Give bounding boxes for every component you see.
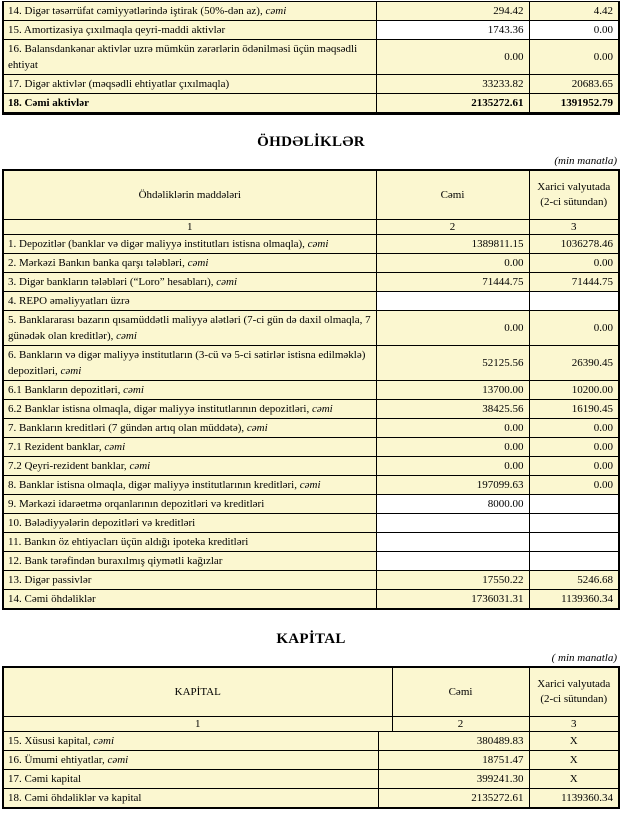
row-label: 3. Digər bankların tələbləri (“Loro” hesabları), bbox=[8, 276, 217, 288]
total-value-cell: 197099.63 bbox=[376, 476, 529, 495]
row-label-cell bbox=[3, 751, 378, 770]
row-label: 15. Amortizasiya çıxılmaqla qeyri-maddi aktivlər bbox=[8, 24, 226, 36]
table-row bbox=[3, 438, 619, 457]
table-row bbox=[3, 476, 619, 495]
row-label: 7. Bankların kreditləri (7 gündən artıq olan müddətə), bbox=[8, 422, 247, 434]
foreign-value-cell: 1036278.46 bbox=[529, 235, 619, 254]
foreign-value-cell: 1139360.34 bbox=[529, 789, 619, 809]
foreign-value-cell: 0.00 bbox=[529, 419, 619, 438]
row-label-cell bbox=[3, 94, 376, 114]
column-number-3: 3 bbox=[529, 717, 619, 732]
total-value-cell: 0.00 bbox=[376, 254, 529, 273]
foreign-value-cell: 0.00 bbox=[529, 254, 619, 273]
row-label-cell bbox=[3, 533, 376, 552]
row-label: 14. Digər təsərrüfat cəmiyyətlərində iştirak (50%-dən az), bbox=[8, 5, 266, 17]
total-value-cell: 0.00 bbox=[376, 40, 529, 75]
row-label-italic: cəmi bbox=[60, 365, 82, 377]
total-value-cell: 399241.30 bbox=[378, 770, 529, 789]
foreign-value-cell: X bbox=[529, 732, 619, 751]
total-value-cell: 0.00 bbox=[376, 457, 529, 476]
total-value-cell: 1389811.15 bbox=[376, 235, 529, 254]
row-label: 6. Bankların və digər maliyyə institutların (3-cü və 5-ci sətirlər istisna edilməklə) depozitləri, bbox=[8, 349, 366, 377]
column-header-total: Cəmi bbox=[376, 170, 529, 220]
row-label-italic: cəmi bbox=[187, 257, 209, 269]
row-label-cell bbox=[3, 400, 376, 419]
row-label: 18. Cəmi aktivlər bbox=[8, 97, 89, 109]
row-label-cell bbox=[3, 495, 376, 514]
table-row-total-liabilities bbox=[3, 590, 619, 610]
total-value-cell: 294.42 bbox=[376, 2, 529, 21]
foreign-value-cell: 0.00 bbox=[529, 311, 619, 346]
table-header-row bbox=[3, 170, 619, 220]
table-row bbox=[3, 400, 619, 419]
row-label: 6.2 Banklar istisna olmaqla, digər maliyyə institutlarının depozitləri, bbox=[8, 403, 312, 415]
row-label-cell bbox=[3, 571, 376, 590]
table-row bbox=[3, 419, 619, 438]
row-label-cell bbox=[3, 346, 376, 381]
column-number-row bbox=[3, 220, 619, 235]
foreign-value-cell: 1391952.79 bbox=[529, 94, 619, 114]
row-label: 18. Cəmi öhdəliklər və kapital bbox=[8, 792, 142, 804]
row-label: 1. Depozitlər (banklar və digər maliyyə institutları istisna olmaqla), bbox=[8, 238, 308, 250]
total-value-cell: 0.00 bbox=[376, 419, 529, 438]
row-label-cell bbox=[3, 2, 376, 21]
row-label-cell bbox=[3, 590, 376, 610]
column-number-row bbox=[3, 717, 619, 732]
row-label-italic: cəmi bbox=[299, 479, 321, 491]
total-value-cell: 0.00 bbox=[376, 438, 529, 457]
table-row bbox=[3, 21, 619, 40]
row-label: 17. Cəmi kapital bbox=[8, 773, 82, 785]
row-label-italic: cəmi bbox=[265, 5, 287, 17]
foreign-value-cell: X bbox=[529, 770, 619, 789]
table-row bbox=[3, 381, 619, 400]
foreign-value-cell: 16190.45 bbox=[529, 400, 619, 419]
total-value-cell: 2135272.61 bbox=[378, 789, 529, 809]
row-label-cell bbox=[3, 419, 376, 438]
foreign-value-cell: 4.42 bbox=[529, 2, 619, 21]
row-label: 9. Mərkəzi idarəetmə orqanlarının depozitləri və kreditləri bbox=[8, 498, 265, 510]
column-number-2: 2 bbox=[392, 717, 529, 732]
column-header-items: Öhdəliklərin maddələri bbox=[3, 170, 376, 220]
total-value-cell bbox=[376, 552, 529, 571]
table-header-row bbox=[3, 667, 619, 717]
foreign-value-cell bbox=[529, 533, 619, 552]
total-value-cell: 0.00 bbox=[376, 311, 529, 346]
table-row-total-assets bbox=[3, 94, 619, 114]
row-label: 4. REPO əməliyyatları üzrə bbox=[8, 295, 130, 307]
total-value-cell: 18751.47 bbox=[378, 751, 529, 770]
total-value-cell: 13700.00 bbox=[376, 381, 529, 400]
foreign-value-cell: 5246.68 bbox=[529, 571, 619, 590]
total-value-cell: 52125.56 bbox=[376, 346, 529, 381]
row-label: 16. Balansdankənar aktivlər uzrə mümkün zərərlərin ödənilməsi üçün məqsədli ehtiyat bbox=[8, 43, 358, 71]
column-number-3: 3 bbox=[529, 220, 619, 235]
column-number-1: 1 bbox=[3, 220, 376, 235]
row-label: 7.1 Rezident banklar, bbox=[8, 441, 105, 453]
table-row bbox=[3, 533, 619, 552]
total-value-cell: 17550.22 bbox=[376, 571, 529, 590]
foreign-value-cell: 0.00 bbox=[529, 40, 619, 75]
row-label-cell bbox=[3, 438, 376, 457]
foreign-value-cell: 0.00 bbox=[529, 438, 619, 457]
capital-section-title: KAPİTAL bbox=[276, 631, 346, 647]
row-label: 10. Bələdiyyələrin depozitləri və kreditləri bbox=[8, 517, 196, 529]
row-label-cell bbox=[3, 476, 376, 495]
row-label-italic: cəmi bbox=[216, 276, 238, 288]
column-header-foreign: Xarici valyutada (2-ci sütundan) bbox=[529, 667, 619, 717]
total-value-cell: 1736031.31 bbox=[376, 590, 529, 610]
row-label-cell bbox=[3, 21, 376, 40]
foreign-value-cell bbox=[529, 495, 619, 514]
foreign-value-cell: 0.00 bbox=[529, 457, 619, 476]
row-label-cell bbox=[3, 311, 376, 346]
row-label-cell bbox=[3, 732, 378, 751]
foreign-value-cell: 0.00 bbox=[529, 21, 619, 40]
table-row bbox=[3, 75, 619, 94]
row-label: 6.1 Bankların depozitləri, bbox=[8, 384, 124, 396]
row-label-cell bbox=[3, 552, 376, 571]
table-row bbox=[3, 751, 619, 770]
table-row bbox=[3, 732, 619, 751]
foreign-value-cell: 1139360.34 bbox=[529, 590, 619, 610]
total-value-cell: 38425.56 bbox=[376, 400, 529, 419]
column-header-items: KAPİTAL bbox=[3, 667, 392, 717]
row-label-cell bbox=[3, 40, 376, 75]
row-label-italic: cəmi bbox=[116, 330, 137, 342]
table-row bbox=[3, 770, 619, 789]
column-number-1: 1 bbox=[3, 717, 392, 732]
row-label: 16. Ümumi ehtiyatlar, bbox=[8, 754, 108, 766]
capital-table bbox=[2, 666, 620, 809]
total-value-cell bbox=[376, 292, 529, 311]
table-row bbox=[3, 514, 619, 533]
table-row bbox=[3, 571, 619, 590]
total-value-cell: 33233.82 bbox=[376, 75, 529, 94]
row-label-italic: cəmi bbox=[246, 422, 268, 434]
column-header-foreign: Xarici valyutada (2-ci sütundan) bbox=[529, 170, 619, 220]
capital-unit-note: ( min manatla) bbox=[551, 652, 617, 664]
row-label: 13. Digər passivlər bbox=[8, 574, 92, 586]
table-row bbox=[3, 457, 619, 476]
table-row-total-liabilities-and-capital bbox=[3, 789, 619, 809]
row-label-cell bbox=[3, 254, 376, 273]
row-label-cell bbox=[3, 273, 376, 292]
row-label: 2. Mərkəzi Bankın banka qarşı tələbləri, bbox=[8, 257, 188, 269]
table-row bbox=[3, 40, 619, 75]
foreign-value-cell: 71444.75 bbox=[529, 273, 619, 292]
row-label: 8. Banklar istisna olmaqla, digər maliyyə institutlarının kreditləri, bbox=[8, 479, 300, 491]
foreign-value-cell: 0.00 bbox=[529, 476, 619, 495]
row-label-italic: cəmi bbox=[123, 384, 144, 396]
table-row bbox=[3, 311, 619, 346]
row-label-cell bbox=[3, 75, 376, 94]
total-value-cell bbox=[376, 514, 529, 533]
table-row bbox=[3, 235, 619, 254]
liabilities-table bbox=[2, 169, 620, 610]
row-label: 5. Banklararası bazarın qısamüddətli maliyyə alətləri (7-ci gün də daxil olmaqla, 7 günədək olan kreditlər), bbox=[8, 314, 371, 342]
table-row bbox=[3, 254, 619, 273]
table-row bbox=[3, 2, 619, 21]
row-label-italic: cəmi bbox=[107, 754, 129, 766]
table-row bbox=[3, 552, 619, 571]
row-label-italic: cəmi bbox=[307, 238, 329, 250]
total-value-cell: 1743.36 bbox=[376, 21, 529, 40]
row-label-cell bbox=[3, 514, 376, 533]
row-label-cell bbox=[3, 381, 376, 400]
row-label-italic: cəmi bbox=[93, 735, 115, 747]
row-label-cell bbox=[3, 457, 376, 476]
row-label-italic: cəmi bbox=[104, 441, 126, 453]
table-row bbox=[3, 495, 619, 514]
column-number-2: 2 bbox=[376, 220, 529, 235]
row-label: 17. Digər aktivlər (məqsədli ehtiyatlar çıxılmaqla) bbox=[8, 78, 230, 90]
table-row bbox=[3, 292, 619, 311]
row-label-cell bbox=[3, 235, 376, 254]
row-label-italic: cəmi bbox=[129, 460, 151, 472]
total-value-cell: 2135272.61 bbox=[376, 94, 529, 114]
total-value-cell: 71444.75 bbox=[376, 273, 529, 292]
total-value-cell: 8000.00 bbox=[376, 495, 529, 514]
table-row bbox=[3, 346, 619, 381]
row-label-italic: cəmi bbox=[311, 403, 333, 415]
table-row bbox=[3, 273, 619, 292]
row-label: 7.2 Qeyri-rezident banklar, bbox=[8, 460, 130, 472]
foreign-value-cell: 20683.65 bbox=[529, 75, 619, 94]
foreign-value-cell: 10200.00 bbox=[529, 381, 619, 400]
row-label: 12. Bank tərəfindən buraxılmış qiymətli kağızlar bbox=[8, 555, 223, 567]
foreign-value-cell bbox=[529, 292, 619, 311]
foreign-value-cell bbox=[529, 514, 619, 533]
total-value-cell bbox=[376, 533, 529, 552]
row-label: 14. Cəmi öhdəliklər bbox=[8, 593, 96, 605]
liabilities-section-title: ÖHDƏLİKLƏR bbox=[257, 134, 365, 150]
assets-table-continued bbox=[2, 1, 620, 115]
total-value-cell: 380489.83 bbox=[378, 732, 529, 751]
foreign-value-cell: 26390.45 bbox=[529, 346, 619, 381]
row-label-cell bbox=[3, 770, 378, 789]
foreign-value-cell bbox=[529, 552, 619, 571]
row-label-cell bbox=[3, 292, 376, 311]
row-label: 15. Xüsusi kapital, bbox=[8, 735, 94, 747]
liabilities-unit-note: (min manatla) bbox=[554, 155, 617, 167]
row-label: 11. Bankın öz ehtiyacları üçün aldığı ipoteka kreditləri bbox=[8, 536, 249, 548]
row-label-cell bbox=[3, 789, 378, 809]
foreign-value-cell: X bbox=[529, 751, 619, 770]
column-header-total: Cəmi bbox=[392, 667, 529, 717]
